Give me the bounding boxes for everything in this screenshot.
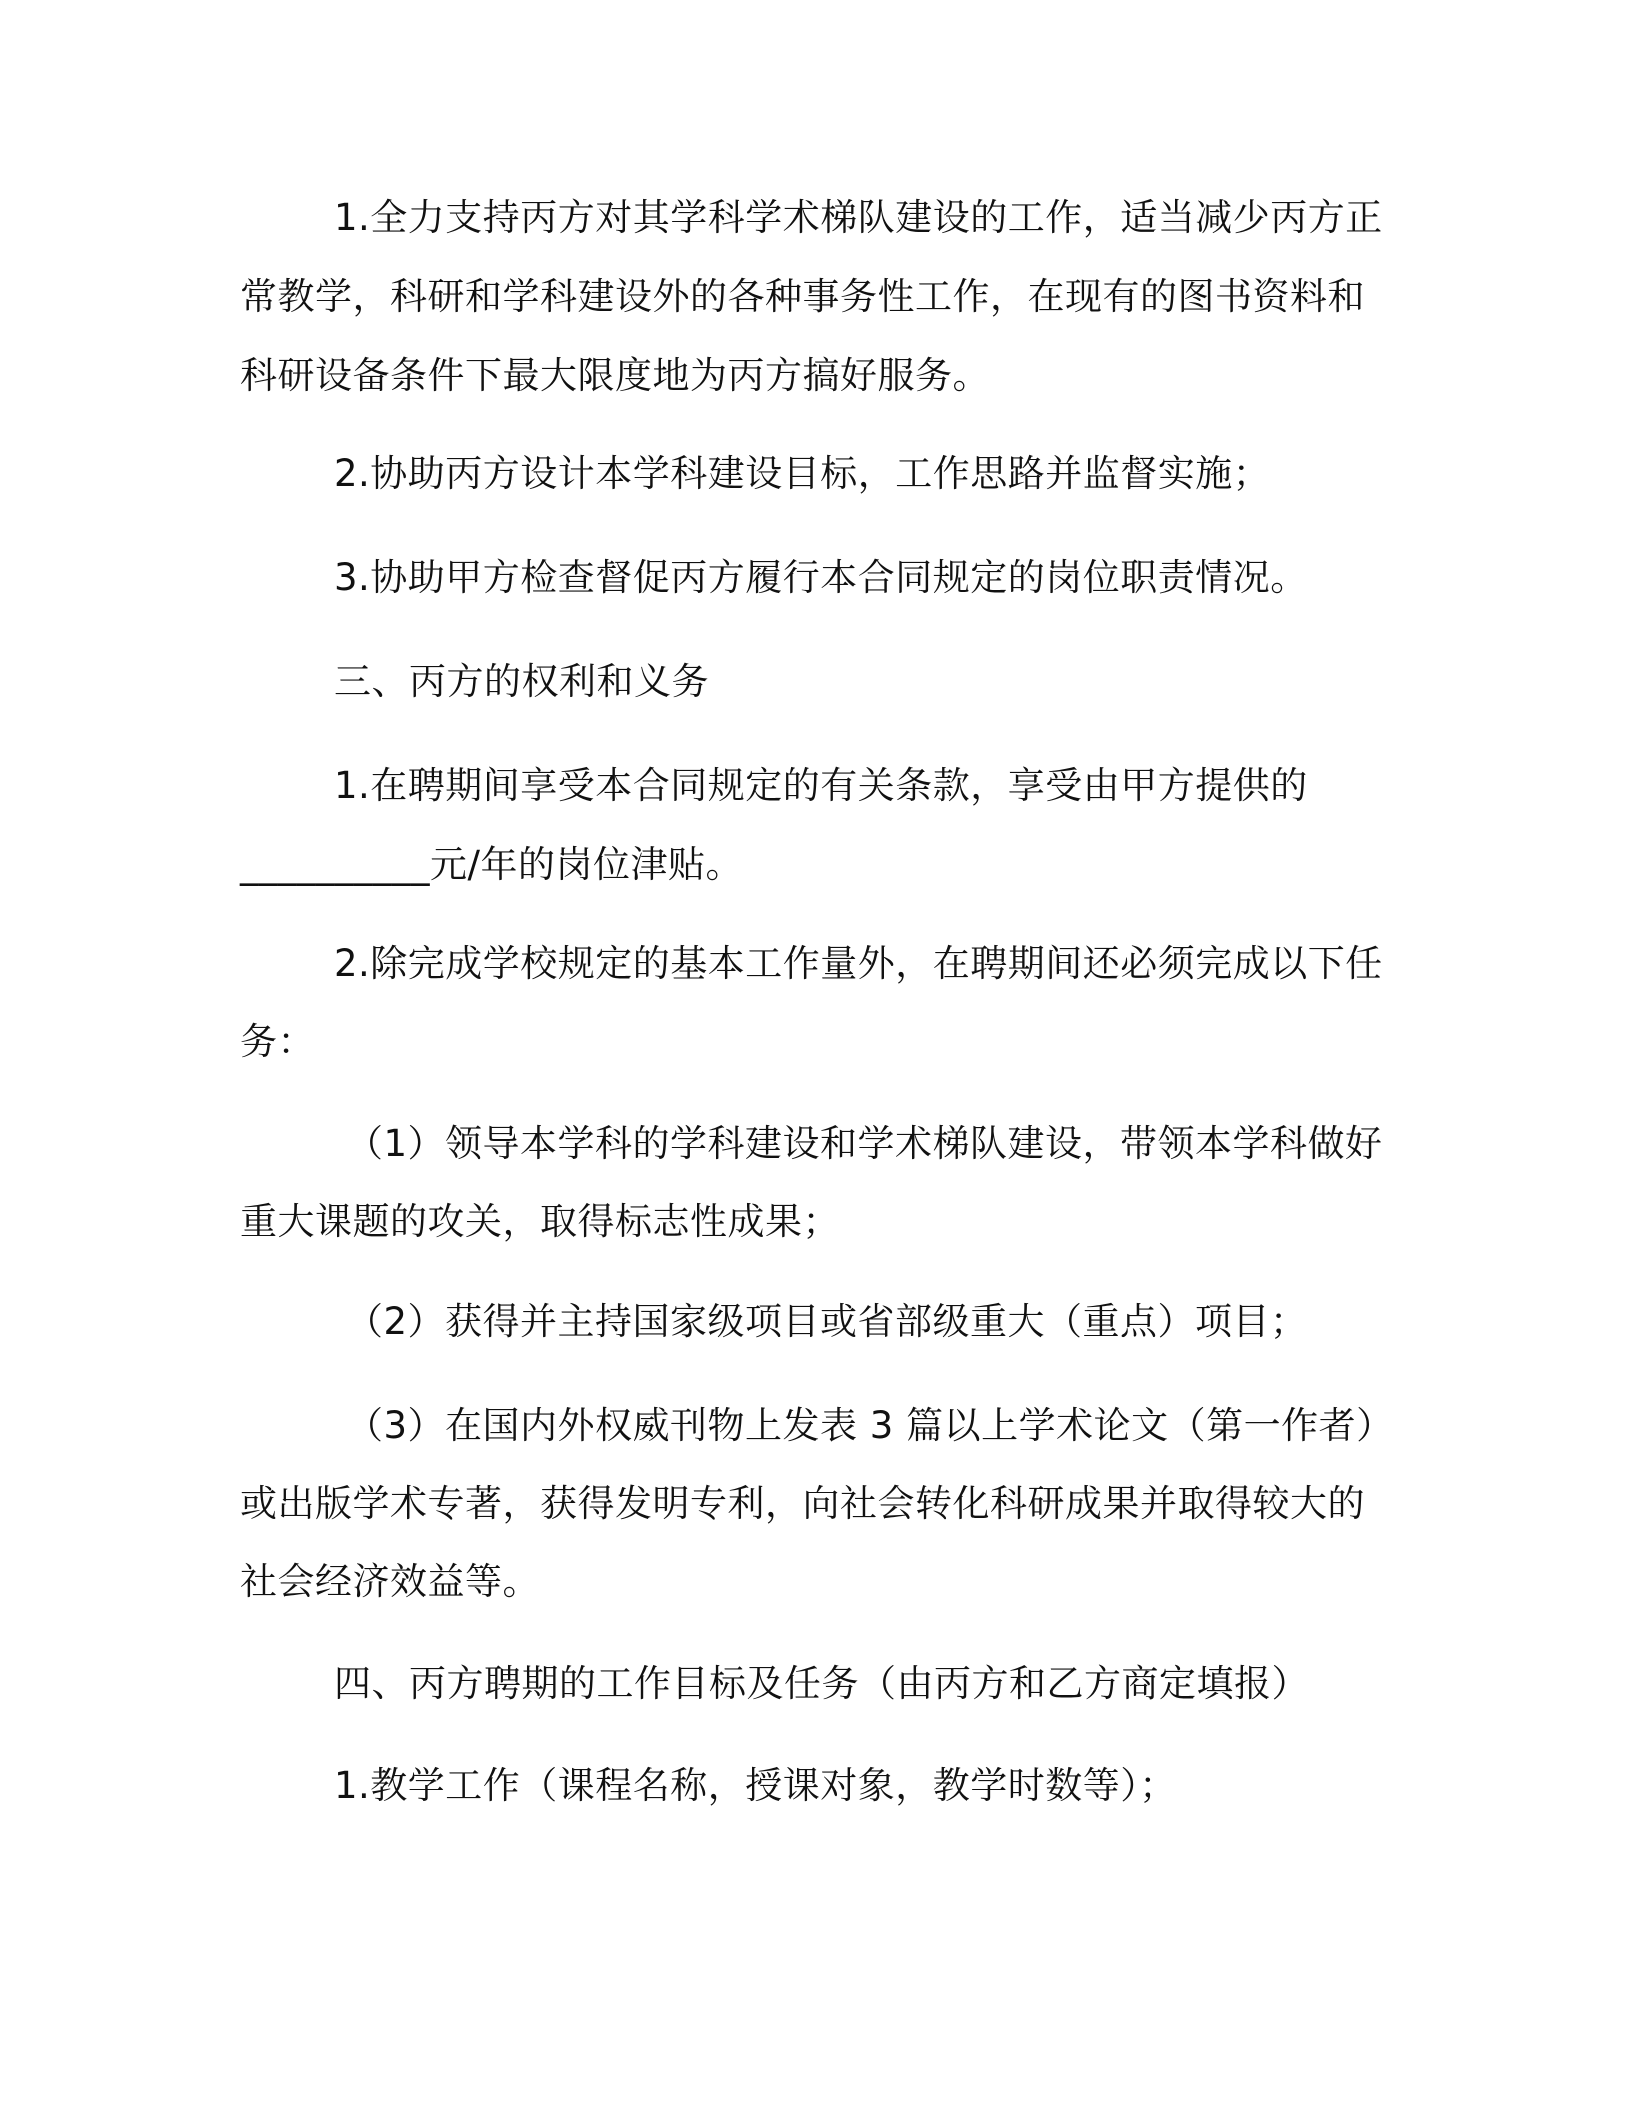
paragraph-line: 2.协助丙方设计本学科建设目标，工作思路并监督实施； (334, 452, 1271, 495)
paragraph-line: __________元/年的岗位津贴。 (240, 843, 743, 886)
paragraph-line: 科研设备条件下最大限度地为丙方搞好服务。 (240, 354, 990, 397)
paragraph-line: 重大课题的攻关，取得标志性成果； (240, 1200, 840, 1243)
section-heading: 四、丙方聘期的工作目标及任务（由丙方和乙方商定填报） (334, 1662, 1309, 1705)
paragraph-line: （1）领导本学科的学科建设和学术梯队建设，带领本学科做好 (346, 1122, 1383, 1165)
paragraph-line: 1.教学工作（课程名称，授课对象，教学时数等）； (334, 1764, 1177, 1807)
paragraph-line: 社会经济效益等。 (240, 1560, 540, 1603)
paragraph-line: 2.除完成学校规定的基本工作量外，在聘期间还必须完成以下任 (334, 942, 1383, 985)
paragraph-line: （2）获得并主持国家级项目或省部级重大（重点）项目； (346, 1300, 1308, 1343)
paragraph-line: 3.协助甲方检查督促丙方履行本合同规定的岗位职责情况。 (334, 556, 1308, 599)
paragraph-line: 务： (240, 1020, 315, 1063)
paragraph-line: 1.在聘期间享受本合同规定的有关条款，享受由甲方提供的 (334, 764, 1308, 807)
section-heading: 三、丙方的权利和义务 (334, 660, 709, 703)
paragraph-line: 1.全力支持丙方对其学科学术梯队建设的工作，适当减少丙方正 (334, 196, 1383, 239)
paragraph-line: 常教学，科研和学科建设外的各种事务性工作，在现有的图书资料和 (240, 275, 1365, 318)
paragraph-line: （3）在国内外权威刊物上发表 3 篇以上学术论文（第一作者） (346, 1404, 1394, 1447)
paragraph-line: 或出版学术专著，获得发明专利，向社会转化科研成果并取得较大的 (240, 1482, 1365, 1525)
